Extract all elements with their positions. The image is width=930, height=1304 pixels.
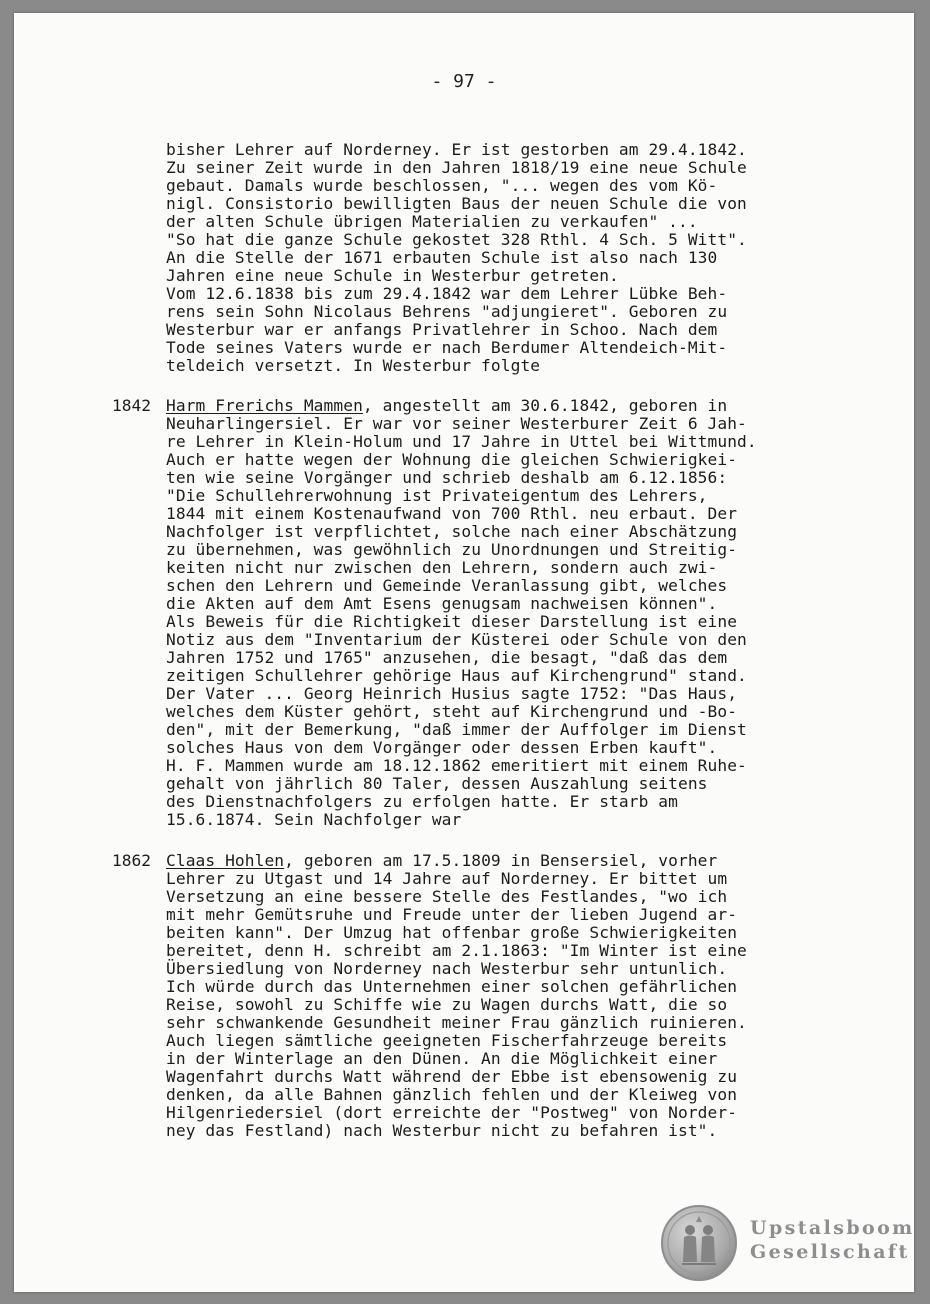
text-line: Tode seines Vaters wurde er nach Berdumer Altendeich-Mit- bbox=[166, 338, 728, 357]
text-line: bereitet, denn H. schreibt am 2.1.1863: "Im Winter ist eine bbox=[166, 941, 747, 960]
text-line: rens sein Sohn Nicolaus Behrens "adjungieret". Geboren zu bbox=[166, 302, 728, 321]
text-line: "So hat die ganze Schule gekostet 328 Rthl. 4 Sch. 5 Witt". bbox=[166, 230, 747, 249]
watermark-line-2: Gesellschaft bbox=[750, 1241, 910, 1263]
teacher-name: Harm Frerichs Mammen bbox=[166, 396, 363, 415]
text-line: keiten nicht nur zwischen den Lehrern, sondern auch zwi- bbox=[166, 558, 718, 577]
text-line: Auch er hatte wegen der Wohnung die gleichen Schwierigkei- bbox=[166, 450, 738, 469]
text-line: Lehrer zu Utgast und 14 Jahre auf Norderney. Er bittet um bbox=[166, 869, 728, 888]
text-line: Auch liegen sämtliche geeigneten Fischerfahrzeuge bereits bbox=[166, 1031, 728, 1050]
text-line: Jahren eine neue Schule in Westerbur getreten. bbox=[166, 266, 619, 285]
text-line: Zu seiner Zeit wurde in den Jahren 1818/19 eine neue Schule bbox=[166, 158, 747, 177]
text-line: Westerbur war er anfangs Privatlehrer in Schoo. Nach dem bbox=[166, 320, 718, 339]
text-line: "Die Schullehrerwohnung ist Privateigentum des Lehrers, bbox=[166, 486, 708, 505]
text-line: des Dienstnachfolgers zu erfolgen hatte. Er starb am bbox=[166, 792, 678, 811]
text-line: mit mehr Gemütsruhe und Freude unter der lieben Jugend ar- bbox=[166, 905, 738, 924]
text-line: Als Beweis für die Richtigkeit dieser Darstellung ist eine bbox=[166, 612, 738, 631]
entry-first-line-rest: , angestellt am 30.6.1842, geboren in bbox=[362, 396, 728, 415]
text-line: gehalt von jährlich 80 Taler, dessen Auszahlung seitens bbox=[166, 774, 708, 793]
upstalsboom-seal-icon bbox=[660, 1204, 738, 1282]
text-line: der alten Schule übrigen Materialien zu verkaufen" ... bbox=[166, 212, 698, 231]
section-1-text bbox=[166, 141, 747, 375]
text-line: schen den Lehrern und Gemeinde Veranlassung gibt, welches bbox=[166, 576, 728, 595]
entry-first-line bbox=[166, 852, 747, 870]
text-line: Vom 12.6.1838 bis zum 29.4.1842 war dem Lehrer Lübke Beh- bbox=[166, 284, 728, 303]
text-line: solches Haus von dem Vorgänger oder dessen Erben kauft". bbox=[166, 738, 718, 757]
text-line: Notiz aus dem "Inventarium der Küsterei oder Schule von den bbox=[166, 630, 747, 649]
text-line: Reise, sowohl zu Schiffe wie zu Wagen durchs Watt, die so bbox=[166, 995, 728, 1014]
text-line: Versetzung an eine bessere Stelle des Festlandes, "wo ich bbox=[166, 887, 728, 906]
text-line: sehr schwankende Gesundheit meiner Frau gänzlich ruinieren. bbox=[166, 1013, 747, 1032]
text-line: Nachfolger ist verpflichtet, solche nach einer Abschätzung bbox=[166, 522, 738, 541]
text-line: in der Winterlage an den Dünen. An die Möglichkeit einer bbox=[166, 1049, 718, 1068]
text-line: welches dem Küster gehört, steht auf Kirchengrund und -Bo- bbox=[166, 702, 738, 721]
text-line: zu übernehmen, was gewöhnlich zu Unordnungen und Streitig- bbox=[166, 540, 738, 559]
text-line: teldeich versetzt. In Westerbur folgte bbox=[166, 356, 541, 375]
text-line: Wagenfahrt durchs Watt während der Ebbe ist ebensowenig zu bbox=[166, 1067, 738, 1086]
text-line: 1844 mit einem Kostenaufwand von 700 Rthl. neu erbaut. Der bbox=[166, 504, 738, 523]
entry-year-1842: 1842 bbox=[112, 396, 151, 415]
text-line: die Akten auf dem Amt Esens genugsam nachweisen können". bbox=[166, 594, 718, 613]
teacher-name: Claas Hohlen bbox=[166, 851, 285, 870]
section-2-text bbox=[166, 397, 757, 829]
text-line: gebaut. Damals wurde beschlossen, "... wegen des vom Kö- bbox=[166, 176, 718, 195]
text-line: H. F. Mammen wurde am 18.12.1862 emeritiert mit einem Ruhe- bbox=[166, 756, 747, 775]
text-line: zeitigen Schullehrer gehörige Haus auf Kirchengrund" stand. bbox=[166, 666, 747, 685]
text-line: Hilgenriedersiel (dort erreichte der "Postweg" von Norder- bbox=[166, 1103, 738, 1122]
entry-first-line bbox=[166, 397, 757, 415]
entry-year-1862: 1862 bbox=[112, 851, 151, 870]
watermark-line-1: Upstalsboom bbox=[750, 1217, 915, 1239]
text-line: den", mit der Bemerkung, "daß immer der Auffolger im Dienst bbox=[166, 720, 747, 739]
text-line: 15.6.1874. Sein Nachfolger war bbox=[166, 810, 462, 829]
document-page bbox=[14, 13, 914, 1292]
text-line: Der Vater ... Georg Heinrich Husius sagte 1752: "Das Haus, bbox=[166, 684, 738, 703]
text-line: denken, da alle Bahnen gänzlich fehlen und der Kleiweg von bbox=[166, 1085, 738, 1104]
text-line: Neuharlingersiel. Er war vor seiner Westerburer Zeit 6 Jah- bbox=[166, 414, 747, 433]
section-3-text bbox=[166, 852, 747, 1140]
text-line: re Lehrer in Klein-Holum und 17 Jahre in Uttel bei Wittmund. bbox=[166, 432, 757, 451]
text-line: Übersiedlung von Norderney nach Westerbur sehr untunlich. bbox=[166, 959, 728, 978]
text-line: Ich würde durch das Unternehmen einer solchen gefährlichen bbox=[166, 977, 738, 996]
entry-first-line-rest: , geboren am 17.5.1809 in Bensersiel, vorher bbox=[284, 851, 718, 870]
text-line: ney das Festland) nach Westerbur nicht zu befahren ist". bbox=[166, 1121, 718, 1140]
text-line: ten wie seine Vorgänger und schrieb deshalb am 6.12.1856: bbox=[166, 468, 728, 487]
text-line: An die Stelle der 1671 erbauten Schule ist also nach 130 bbox=[166, 248, 718, 267]
text-line: nigl. Consistorio bewilligten Baus der neuen Schule die von bbox=[166, 194, 747, 213]
publisher-watermark bbox=[750, 1216, 915, 1264]
page-number: - 97 - bbox=[431, 71, 497, 92]
text-line: bisher Lehrer auf Norderney. Er ist gestorben am 29.4.1842. bbox=[166, 140, 747, 159]
text-line: Jahren 1752 und 1765" anzusehen, die besagt, "daß das dem bbox=[166, 648, 728, 667]
text-line: beiten kann". Der Umzug hat offenbar große Schwierigkeiten bbox=[166, 923, 738, 942]
